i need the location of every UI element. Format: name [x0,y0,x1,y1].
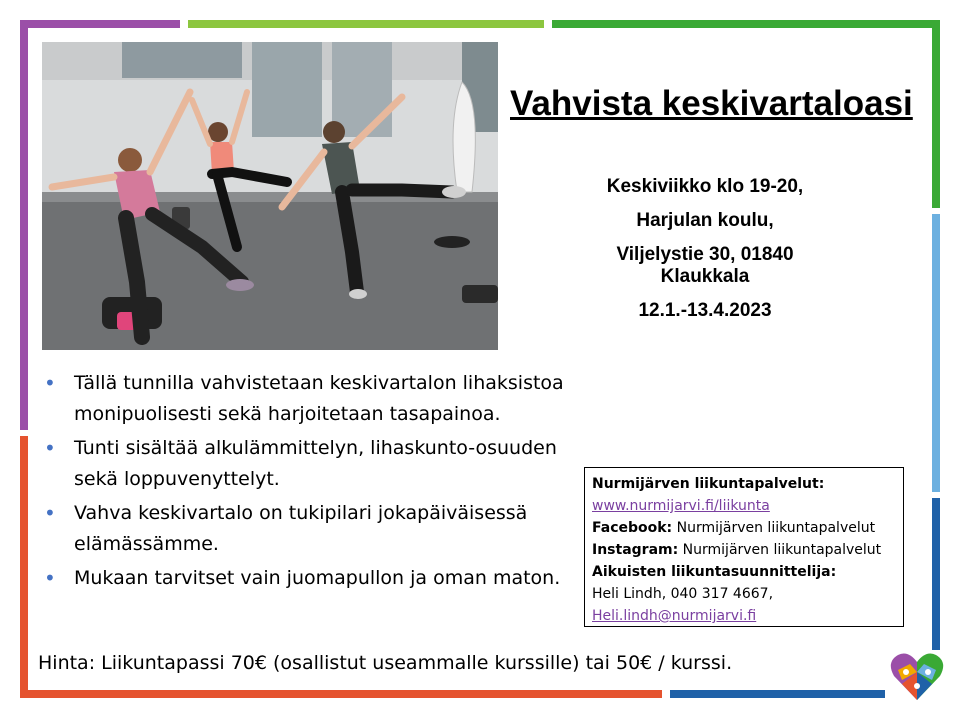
description-list [44,368,584,597]
facebook-label: Facebook: [592,520,673,536]
frame-left-orange [20,436,28,698]
list-item [44,498,584,560]
planner-label: Aikuisten liikuntasuunnittelija: [592,564,837,580]
contact-info-box [584,467,904,627]
frame-top-purple [20,20,180,28]
instagram-value: Nurmijärven liikuntapalvelut [678,542,882,558]
frame-bottom-blue [670,690,885,698]
frame-right-blue [932,498,940,650]
page-title: Vahvista keskivartaloasi [510,84,913,123]
list-item [44,368,584,430]
facebook-value: Nurmijärven liikuntapalvelut [672,520,876,536]
list-item [44,433,584,495]
frame-top-light-green [188,20,544,28]
frame-right-light-blue [932,214,940,492]
website-link[interactable]: www.nurmijarvi.fi/liikunta [592,498,770,514]
event-venue: Harjulan koulu, [636,210,774,231]
instagram-label: Instagram: [592,542,679,558]
list-item-text: Tällä tunnilla vahvistetaan keskivartalon lihaksistoa monipuolisesti sekä harjoitetaan tasapainoa. [74,372,564,425]
event-details [560,176,850,322]
info-heading: Nurmijärven liikuntapalvelut: [592,476,825,492]
list-item-text: Tunti sisältää alkulämmittelyn, lihaskunto-osuuden sekä loppuvenyttelyt. [74,437,557,490]
list-item [44,563,584,594]
exercise-photo [42,42,498,350]
event-time: Keskiviikko klo 19-20, [606,176,804,197]
event-address: Viljelystie 30, 01840 [616,244,794,265]
bullet-icon: • [44,436,56,460]
email-link[interactable]: Heli.lindh@nurmijarvi.fi [592,608,757,624]
bullet-icon: • [44,501,56,525]
frame-top-green [552,20,940,28]
planner-contact: Heli Lindh, 040 317 4667, [592,586,774,602]
facebook-line [592,517,896,539]
list-item-text: Vahva keskivartalo on tukipilari jokapäiväisessä elämässämme. [74,502,528,555]
bullet-icon: • [44,371,56,395]
frame-left-purple [20,20,28,430]
frame-bottom-orange [20,690,662,698]
event-dates: 12.1.-13.4.2023 [638,300,772,321]
event-city: Klaukkala [660,266,750,287]
list-item-text: Mukaan tarvitset vain juomapullon ja oman maton. [74,567,561,589]
heart-logo-icon [890,650,944,702]
instagram-line [592,539,896,561]
price-text: Hinta: Liikuntapassi 70€ (osallistut useammalle kurssille) tai 50€ / kurssi. [38,652,733,674]
bullet-icon: • [44,566,56,590]
